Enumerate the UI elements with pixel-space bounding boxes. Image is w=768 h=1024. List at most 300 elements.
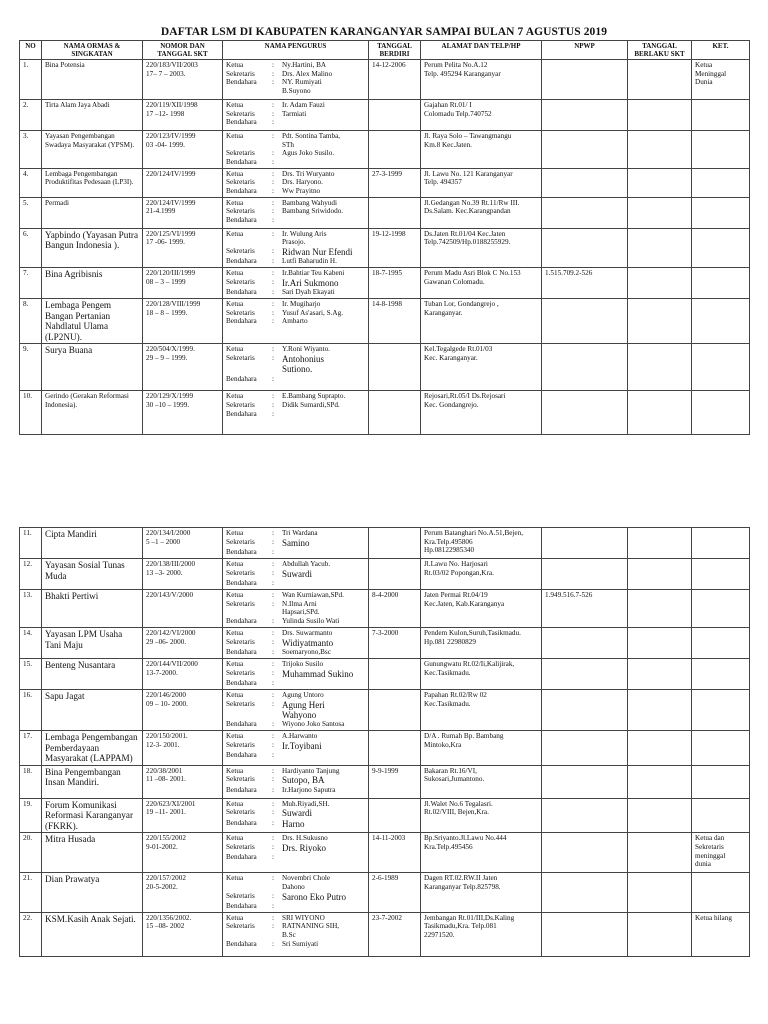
cell-berdiri: 23-7-2002 (369, 912, 421, 956)
table-row (20, 267, 750, 298)
colon-separator: : (272, 215, 274, 224)
cell-no: 11. (20, 528, 42, 559)
pengurus-name: Bambang Wahyudi (282, 198, 337, 207)
pengurus-name (282, 579, 365, 588)
colon-separator: : (272, 374, 274, 383)
cell-alamat: Jembangan Rt.01/III,Ds.Kaling Tasikmadu,Kra. Telp.081 22971520. (421, 912, 542, 956)
pengurus-name: Samino (282, 537, 310, 548)
pengurus-role: Sekretaris (226, 891, 255, 900)
cell-alamat: Jaten Permai Rt.04/19 Kec.Jaten, Kab.Karanganya (421, 590, 542, 628)
cell-berdiri: 18-7-1995 (369, 267, 421, 298)
cell-berdiri (369, 730, 421, 765)
cell-npwp (542, 628, 628, 659)
colon-separator: : (272, 353, 274, 362)
pengurus-role: Ketua (226, 132, 244, 141)
colon-separator: : (272, 101, 274, 110)
cell-npwp (542, 559, 628, 590)
pengurus-name: Yusuf As'asari, S.Ag. (282, 308, 343, 317)
table-header-row (20, 41, 750, 60)
pengurus-role: Ketua (226, 299, 244, 308)
header-npwp: NPWP (542, 41, 628, 60)
pengurus-name (282, 548, 365, 557)
cell-npwp (542, 798, 628, 833)
pengurus-name: Bambang Sriwidodo. (282, 207, 344, 216)
cell-nama: Yayasan LPM Usaha Tani Maju (42, 628, 143, 659)
cell-no: 19. (20, 798, 42, 833)
colon-separator: : (272, 61, 274, 70)
pengurus-role: Ketua (226, 660, 244, 668)
table-row (20, 197, 750, 228)
cell-berlaku (628, 298, 692, 343)
cell-alamat: Perum Pelita No.A.12 Telp. 495294 Karanganyar (421, 60, 542, 100)
cell-nama: Bina Pengembangan Insan Mandiri. (42, 765, 143, 798)
cell-ket (692, 344, 750, 391)
cell-pengurus (223, 100, 369, 131)
colon-separator: : (272, 560, 274, 568)
cell-ket (692, 730, 750, 765)
pengurus-name (282, 751, 365, 760)
cell-skt: 220/504/X/1999. 29 – 9 – 1999. (143, 344, 223, 391)
cell-nama: Sapu Jagat (42, 690, 143, 731)
cell-alamat: Ds.Jaten Rt.01/04 Kec.Jaten Telp.742509/Hp.0188255929. (421, 228, 542, 267)
pengurus-name: Harno (282, 818, 305, 829)
pengurus-role: Ketua (226, 268, 244, 277)
cell-skt: 220/38/2001 11 –08- 2001. (143, 765, 223, 798)
cell-berdiri (369, 131, 421, 169)
table-row (20, 912, 750, 956)
cell-skt: 220/119/XII/1998 17 –12- 1998 (143, 100, 223, 131)
cell-pengurus (223, 298, 369, 343)
cell-alamat: Jl.Walet No.6 Tegalasri. Rt.02/VIII, Bejen,Kra. (421, 798, 542, 833)
table-row (20, 798, 750, 833)
colon-separator: : (272, 268, 274, 277)
pengurus-role: Sekretaris (226, 843, 255, 852)
pengurus-role: Bendahara (226, 186, 257, 195)
colon-separator: : (272, 660, 274, 668)
pengurus-role: Bendahara (226, 939, 257, 948)
pengurus-name: Ww Prayitno (282, 186, 321, 195)
table-row (20, 730, 750, 765)
colon-separator: : (272, 257, 274, 266)
cell-skt: 220/623/XI/2001 19 –11- 2001. (143, 798, 223, 833)
pengurus-name (282, 216, 365, 225)
cell-berdiri: 19-12-1998 (369, 228, 421, 267)
pengurus-name: Lutfi Baharudin H. (282, 257, 337, 266)
cell-alamat: Jl. Lawu No. 121 Karanganyar Telp. 494357 (421, 168, 542, 197)
cell-npwp (542, 833, 628, 873)
colon-separator: : (272, 308, 274, 317)
pengurus-role: Sekretaris (226, 308, 255, 317)
lsm-table-part-2 (19, 527, 750, 957)
pengurus-role: Bendahara (226, 158, 257, 167)
pengurus-name: Muhammad Sukino (282, 668, 354, 679)
cell-alamat: Jl.Gedangan No.39 Rt.11/Rw III. Ds.Salam. Kec.Karangpandan (421, 197, 542, 228)
pengurus-role: Bendahara (226, 257, 257, 266)
colon-separator: : (272, 874, 274, 883)
cell-nama: Benteng Nusantara (42, 659, 143, 690)
cell-skt: 220/143/V/2000 (143, 590, 223, 628)
cell-berlaku (628, 228, 692, 267)
cell-berlaku (628, 344, 692, 391)
pengurus-role: Sekretaris (226, 922, 255, 931)
cell-npwp (542, 131, 628, 169)
pengurus-name: Drs. H.Sukusno (282, 834, 328, 843)
pengurus-role: Bendahara (226, 720, 257, 729)
pengurus-role: Sekretaris (226, 637, 255, 646)
pengurus-role: Ketua (226, 198, 244, 207)
header-nomor-skt: NOMOR DAN TANGGAL SKT (143, 41, 223, 60)
cell-pengurus (223, 590, 369, 628)
cell-nama: Lembaga Pengem Bangan Pertanian Nahdlatul Ulama (LP2NU). (42, 298, 143, 343)
cell-berdiri: 14-8-1998 (369, 298, 421, 343)
cell-ket: Ketua Meninggal Dunia (692, 60, 750, 100)
cell-skt: 220/125/VI/1999 17 -06- 1999. (143, 228, 223, 267)
table-row (20, 100, 750, 131)
cell-npwp: 1.515.709.2-526 (542, 267, 628, 298)
colon-separator: : (272, 720, 274, 729)
cell-pengurus (223, 912, 369, 956)
cell-skt: 220/144/VII/2000 13-7-2000. (143, 659, 223, 690)
table-row (20, 628, 750, 659)
colon-separator: : (272, 591, 274, 599)
cell-npwp (542, 100, 628, 131)
pengurus-name: Abdullah Yacub. (282, 560, 331, 568)
pengurus-name: Agung Heri Wahyono (282, 699, 325, 720)
pengurus-role: Sekretaris (226, 775, 255, 784)
pengurus-role: Bendahara (226, 547, 257, 556)
cell-berlaku (628, 765, 692, 798)
cell-berlaku (628, 131, 692, 169)
pengurus-name: Ir.Ari Sukmono (282, 277, 339, 288)
header-alamat: ALAMAT DAN TELP/HP (421, 41, 542, 60)
cell-no: 13. (20, 590, 42, 628)
cell-ket (692, 765, 750, 798)
cell-alamat: Bakaran Rt.16/VI, Sukosari,Jumantono. (421, 765, 542, 798)
cell-no: 8. (20, 298, 42, 343)
cell-skt: 220/138/III/2000 13 –3- 2000. (143, 559, 223, 590)
pengurus-role: Sekretaris (226, 246, 255, 255)
cell-berlaku (628, 659, 692, 690)
pengurus-role: Sekretaris (226, 178, 255, 187)
pengurus-role: Sekretaris (226, 599, 255, 608)
cell-ket (692, 100, 750, 131)
pengurus-name: Ir. Adam Fauzi (282, 101, 325, 110)
colon-separator: : (272, 853, 274, 862)
cell-berdiri (369, 690, 421, 731)
cell-ket (692, 873, 750, 912)
colon-separator: : (272, 287, 274, 296)
cell-nama: Yayasan Pengembangan Swadaya Masyarakat (YPSM). (42, 131, 143, 169)
colon-separator: : (272, 678, 274, 687)
colon-separator: : (272, 939, 274, 948)
cell-npwp (542, 298, 628, 343)
cell-pengurus (223, 659, 369, 690)
cell-npwp (542, 765, 628, 798)
pengurus-role: Ketua (226, 766, 244, 775)
cell-no: 7. (20, 267, 42, 298)
cell-pengurus (223, 873, 369, 912)
pengurus-role: Sekretaris (226, 149, 255, 158)
pengurus-name: Hardiyanto Tanjung (282, 766, 340, 775)
cell-skt: 220/1356/2002. 15 –08- 2002 (143, 912, 223, 956)
pengurus-name: Muh.Riyadi,SH. (282, 799, 330, 808)
colon-separator: : (272, 277, 274, 286)
colon-separator: : (272, 392, 274, 401)
colon-separator: : (272, 149, 274, 158)
cell-alamat: Jl.Lawu No. Harjosari Rt.03/02 Popongan,Kra. (421, 559, 542, 590)
cell-nama: Permadi (42, 197, 143, 228)
colon-separator: : (272, 913, 274, 922)
cell-nama: Cipta Mandiri (42, 528, 143, 559)
pengurus-role: Sekretaris (226, 537, 255, 546)
pengurus-name: SRI WIYONO (282, 913, 325, 922)
pengurus-name: Trijoko Susilo (282, 660, 324, 668)
cell-no: 22. (20, 912, 42, 956)
colon-separator: : (272, 400, 274, 409)
pengurus-name: Ir.Harjono Saputra (282, 785, 336, 794)
pengurus-name: Suwardi (282, 808, 312, 819)
cell-nama: KSM.Kasih Anak Sejati. (42, 912, 143, 956)
pengurus-name: Widiyatmanto (282, 637, 334, 648)
cell-pengurus (223, 833, 369, 873)
cell-ket (692, 559, 750, 590)
cell-alamat: Bp.Sriyanto.Jl.Lawu No.444 Kra.Telp.495456 (421, 833, 542, 873)
cell-berlaku (628, 168, 692, 197)
cell-alamat: Tuban Lor, Gondangrejo , Karanganyar. (421, 298, 542, 343)
cell-berdiri (369, 100, 421, 131)
cell-berdiri: 27-3-1999 (369, 168, 421, 197)
cell-alamat: Kel.Tegalgede Rt.01/03 Kec. Karanganyar. (421, 344, 542, 391)
cell-no: 9. (20, 344, 42, 391)
cell-alamat: Dagen RT.02.RW.II Jaten Karanganyar Telp.825798. (421, 873, 542, 912)
cell-ket (692, 659, 750, 690)
cell-berdiri: 7-3-2000 (369, 628, 421, 659)
pengurus-name: NY. Rumiyati B.Suyono (282, 78, 322, 96)
colon-separator: : (272, 132, 274, 141)
cell-ket (692, 131, 750, 169)
colon-separator: : (272, 207, 274, 216)
header-tanggal-berlaku: TANGGAL BERLAKU SKT (628, 41, 692, 60)
cell-berdiri (369, 391, 421, 435)
pengurus-role: Ketua (226, 345, 244, 354)
pengurus-name: Ir.Toyibani (282, 740, 322, 751)
cell-no: 17. (20, 730, 42, 765)
pengurus-role: Bendahara (226, 317, 257, 326)
cell-npwp (542, 912, 628, 956)
colon-separator: : (272, 891, 274, 900)
cell-npwp (542, 168, 628, 197)
pengurus-role: Sekretaris (226, 808, 255, 817)
cell-alamat: Gajahan Rt.01/ I Colomadu Telp.740752 (421, 100, 542, 131)
pengurus-name: Ambarto (282, 317, 308, 326)
colon-separator: : (272, 158, 274, 167)
pengurus-name: Sri Sumiyati (282, 939, 319, 948)
cell-berlaku (628, 100, 692, 131)
cell-npwp (542, 690, 628, 731)
cell-no: 14. (20, 628, 42, 659)
cell-alamat: D/A . Rumah Bp. Bambang Mintoko,Kra (421, 730, 542, 765)
cell-nama: Dian Prawatya (42, 873, 143, 912)
pengurus-role: Bendahara (226, 750, 257, 759)
colon-separator: : (272, 198, 274, 207)
pengurus-name: Sari Dyah Ekayati (282, 287, 335, 296)
cell-npwp (542, 730, 628, 765)
header-no: NO (20, 41, 42, 60)
pengurus-role: Bendahara (226, 215, 257, 224)
pengurus-role: Sekretaris (226, 277, 255, 286)
pengurus-name: Y.Roni Wiyanto. (282, 345, 330, 354)
pengurus-role: Sekretaris (226, 568, 255, 577)
cell-ket (692, 690, 750, 731)
cell-pengurus (223, 60, 369, 100)
pengurus-name: Drs. Tri Wuryanto (282, 169, 335, 178)
cell-skt: 220/129/X/1999 30 –10 – 1999. (143, 391, 223, 435)
cell-ket (692, 298, 750, 343)
cell-ket (692, 267, 750, 298)
pengurus-role: Ketua (226, 392, 244, 401)
pengurus-name: Ir. Wulung Aris Prasojo. (282, 229, 327, 247)
pengurus-role: Bendahara (226, 118, 257, 127)
cell-npwp (542, 528, 628, 559)
pengurus-role: Bendahara (226, 578, 257, 587)
cell-skt: 220/142/VI/2000 29 –06- 2000. (143, 628, 223, 659)
colon-separator: : (272, 229, 274, 238)
pengurus-role: Bendahara (226, 409, 257, 418)
cell-no: 4. (20, 168, 42, 197)
cell-npwp (542, 659, 628, 690)
colon-separator: : (272, 750, 274, 759)
pengurus-role: Ketua (226, 691, 244, 699)
pengurus-role: Ketua (226, 799, 244, 808)
cell-npwp (542, 197, 628, 228)
cell-nama: Yayasan Sosial Tunas Muda (42, 559, 143, 590)
colon-separator: : (272, 843, 274, 852)
pengurus-name: Ridwan Nur Efendi (282, 246, 353, 257)
colon-separator: : (272, 691, 274, 699)
cell-berlaku (628, 798, 692, 833)
table-row (20, 60, 750, 100)
pengurus-name: Ny.Hartini, BA (282, 61, 327, 70)
cell-berlaku (628, 912, 692, 956)
cell-nama: Bina Potensia (42, 60, 143, 100)
pengurus-role: Ketua (226, 913, 244, 922)
colon-separator: : (272, 637, 274, 646)
pengurus-role: Sekretaris (226, 109, 255, 118)
cell-skt: 220/128/VIII/1999 18 – 8 – 1999. (143, 298, 223, 343)
colon-separator: : (272, 668, 274, 677)
pengurus-name: Ir.Bahtiar Teu Kabeni (282, 268, 345, 277)
cell-npwp (542, 344, 628, 391)
pengurus-role: Sekretaris (226, 353, 255, 362)
cell-berlaku (628, 833, 692, 873)
cell-berdiri (369, 344, 421, 391)
cell-berlaku (628, 590, 692, 628)
cell-ket (692, 798, 750, 833)
pengurus-name: Didik Sumardi,SPd. (282, 400, 340, 409)
cell-no: 12. (20, 559, 42, 590)
colon-separator: : (272, 345, 274, 354)
colon-separator: : (272, 409, 274, 418)
cell-berlaku (628, 730, 692, 765)
cell-skt: 220/155/2002 9-01-2002. (143, 833, 223, 873)
pengurus-name: Soemaryono,Bsc (282, 647, 331, 656)
cell-pengurus (223, 228, 369, 267)
pengurus-name: Wiyono Joko Santosa (282, 720, 345, 729)
cell-pengurus (223, 528, 369, 559)
pengurus-role: Ketua (226, 61, 244, 70)
cell-skt: 220/124/IV/1999 (143, 168, 223, 197)
colon-separator: : (272, 169, 274, 178)
cell-berdiri: 8-4-2000 (369, 590, 421, 628)
colon-separator: : (272, 568, 274, 577)
cell-berlaku (628, 197, 692, 228)
cell-berlaku (628, 528, 692, 559)
table-row (20, 168, 750, 197)
table-row (20, 131, 750, 169)
cell-no: 21. (20, 873, 42, 912)
table-row (20, 228, 750, 267)
pengurus-name: Tarmiati (282, 109, 307, 118)
cell-ket (692, 628, 750, 659)
pengurus-role: Ketua (226, 101, 244, 110)
cell-alamat: Rejosari,Rt.05/I Ds.Rejosari Kec. Gondangrejo. (421, 391, 542, 435)
cell-no: 16. (20, 690, 42, 731)
cell-skt: 220/183/VII/2003 17– 7 – 2003. (143, 60, 223, 100)
cell-skt: 220/120/III/1999 08 – 3 – 1999 (143, 267, 223, 298)
cell-nama: Bina Agribisnis (42, 267, 143, 298)
cell-berdiri (369, 559, 421, 590)
cell-berdiri (369, 197, 421, 228)
cell-no: 20. (20, 833, 42, 873)
cell-ket (692, 168, 750, 197)
cell-ket: Ketua hilang (692, 912, 750, 956)
pengurus-name (282, 375, 365, 384)
pengurus-name (282, 118, 365, 127)
pengurus-role: Bendahara (226, 78, 257, 87)
pengurus-role: Sekretaris (226, 207, 255, 216)
cell-nama: Mitra Husada (42, 833, 143, 873)
header-nama-pengurus: NAMA PENGURUS (223, 41, 369, 60)
cell-skt: 220/157/2002 20-5-2002. (143, 873, 223, 912)
cell-pengurus (223, 391, 369, 435)
table-row (20, 765, 750, 798)
table-row (20, 344, 750, 391)
colon-separator: : (272, 902, 274, 911)
cell-alamat: Pendem Kulon,Suruh,Tasikmadu. Hp.081 22980829 (421, 628, 542, 659)
colon-separator: : (272, 647, 274, 656)
cell-ket (692, 197, 750, 228)
cell-berdiri (369, 798, 421, 833)
cell-nama: Lembaga Pengembangan Produktifitas Pedesaan (LP3I). (42, 168, 143, 197)
colon-separator: : (272, 529, 274, 537)
pengurus-name: Tri Wardana (282, 529, 318, 537)
cell-npwp: 1.949.516.7-526 (542, 590, 628, 628)
cell-alamat: Perum Madu Asri Blok C No.153 Gawanan Colomadu. (421, 267, 542, 298)
pengurus-name: Yulinda Susilo Wati (282, 616, 340, 625)
colon-separator: : (272, 834, 274, 843)
cell-pengurus (223, 798, 369, 833)
pengurus-role: Bendahara (226, 678, 257, 687)
cell-skt: 220/124/IV/1999 21-4.1999 (143, 197, 223, 228)
colon-separator: : (272, 299, 274, 308)
pengurus-role: Bendahara (226, 616, 257, 625)
pengurus-role: Ketua (226, 874, 244, 883)
pengurus-role: Ketua (226, 229, 244, 238)
cell-berdiri: 2-6-1989 (369, 873, 421, 912)
pengurus-name: Pdt. Sontina Tamba, STh (282, 132, 341, 149)
cell-pengurus (223, 690, 369, 731)
cell-no: 18. (20, 765, 42, 798)
